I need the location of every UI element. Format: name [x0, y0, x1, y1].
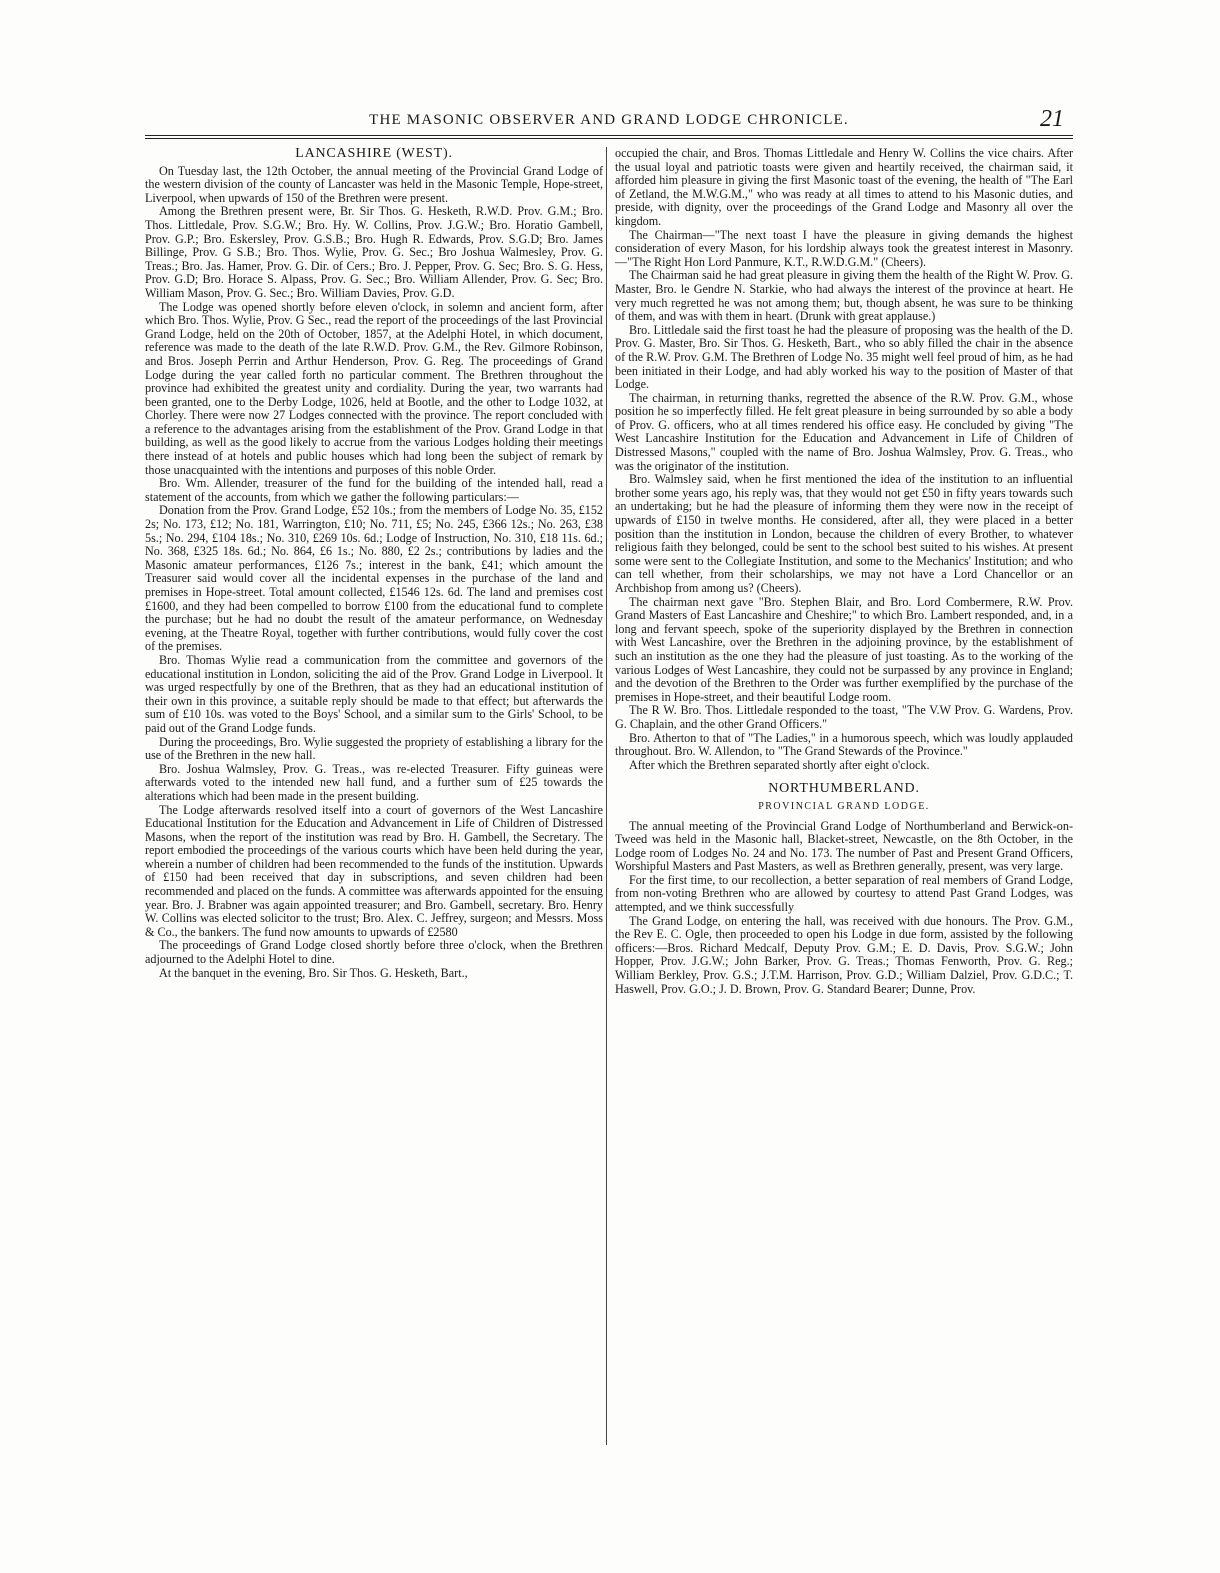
section-title-northumberland: NORTHUMBERLAND.: [768, 781, 920, 797]
article-paragraph: The R W. Bro. Thos. Littledale responded to the toast, "The V.W Prov. G. Wardens, Prov. G. Chaplain, and the other Grand Officers.": [615, 703, 1073, 731]
article-paragraph: The proceedings of Grand Lodge closed shortly before three o'clock, when the Brethren adjourned to the Adelphi Hotel to dine.: [145, 938, 603, 967]
article-paragraph: The chairman next gave "Bro. Stephen Blair, and Bro. Lord Combermere, R.W. Prov. Grand Masters of East Lancashire and Cheshire;" to which Bro. Lambert responded, and, in a long and fervant speech, spoke of the superiority displayed by the Brethren in connection with West Lancashire, over the Brethren in the adjoining province, by the establishment of such an institution as the one they had the pleasure of just toasting. As to the working of the various Lodges of West Lancashire, they could not be surpassed by any province in England; and the devotion of the Brethren to the Order was further exemplified by the purchase of the premises in Hope-street, and their beautiful Lodge room.: [615, 594, 1073, 704]
article-paragraph: Bro. Joshua Walmsley, Prov. G. Treas., was re-elected Treasurer. Fifty guineas were afterwards voted to the intended new hall fund, and a further sum of £25 towards the alterations which had been made in the present building.: [145, 761, 603, 803]
column-divider: [606, 147, 607, 1445]
page-number: 21: [1040, 106, 1064, 132]
right-column: [615, 147, 1073, 996]
article-paragraph: Bro. Wm. Allender, treasurer of the fund for the building of the intended hall, read a statement of the accounts, from which we gather the following particulars:—: [145, 476, 603, 504]
article-paragraph: The Chairman said he had great pleasure in giving them the health of the Right W. Prov. G. Master, Bro. le Gendre N. Starkie, who had always the interest of the province at heart. He very much regretted he was not among them; but, though absent, he was sure to be thinking of them, and was with them in heart. (Drunk with great applause.): [615, 268, 1073, 324]
article-paragraph: Bro. Atherton to that of "The Ladies," in a humorous speech, which was loudly applauded throughout. Bro. W. Allendon, to "The Grand Stewards of the Province.": [615, 730, 1073, 759]
running-head: THE MASONIC OBSERVER AND GRAND LODGE CHRONICLE.: [369, 112, 849, 128]
article-paragraph: The Lodge afterwards resolved itself into a court of governors of the West Lancashire Educational Institution for the Education and Advancement in Life of Children of Distressed Masons, when the report of the institution was read by Bro. H. Gambell, the Secretary. The report embodied the proceedings of the various courts which have been held during the year, wherein a number of children had been recommended to the funds of the institution. Upwards of £150 had been received that day in subscriptions, and seven children had been recommended and placed on the funds. A committee was afterwards appointed for the ensuing year. Bro. J. Brabner was again appointed treasurer; and Bro. Gambell, secretary. Bro. Henry W. Collins was elected solicitor to the trust; Bro. Alex. C. Jeffrey, surgeon; and Messrs. Moss & Co., the bankers. The fund now amounts to upwards of £2580: [145, 802, 603, 939]
article-paragraph: The Chairman—"The next toast I have the pleasure in giving demands the highest consideration of every Mason, for his lordship always took the greatest interest in Masonry.—"The Right Hon Lord Panmure, K.T., R.W.D.G.M." (Cheers).: [615, 227, 1073, 269]
article-paragraph: On Tuesday last, the 12th October, the annual meeting of the Provincial Grand Lodge of the western division of the county of Lancaster was held in the Masonic Temple, Hope-street, Liverpool, when upwards of 150 of the Brethren were present.: [145, 163, 603, 205]
article-paragraph: occupied the chair, and Bros. Thomas Littledale and Henry W. Collins the vice chairs. After the usual loyal and patriotic toasts were given and heartily received, the chairman said, it afforded him pleasure in giving the first Masonic toast of the evening, the health of "The Earl of Zetland, the M.W.G.M.," who was ready at all times to attend to his Masonic duties, and preside, with dignity, over the proceedings of the Grand Lodge and Masonry all over the kingdom.: [615, 146, 1073, 228]
section-subtitle: PROVINCIAL GRAND LODGE.: [758, 800, 930, 812]
header-rule-secondary: [145, 138, 1073, 139]
article-paragraph: The chairman, in returning thanks, regretted the absence of the R.W. Prov. G.M., whose position he so imperfectly filled. He felt great pleasure in being surrounded by so able a body of Prov. G. officers, who at all times rendered his office easy. He concluded by giving "The West Lancashire Institution for the Education and Advancement in Life of Children of Distressed Masons," coupled with the name of Bro. Joshua Walmsley, Prov. G. Treas., who was the originator of the institution.: [615, 390, 1073, 473]
article-paragraph: During the proceedings, Bro. Wylie suggested the propriety of establishing a library for the use of the Brethren in the new hall.: [145, 734, 603, 763]
left-column: [145, 147, 603, 980]
article-paragraph: Bro. Littledale said the first toast he had the pleasure of proposing was the health of the D. Prov. G. Master, Bro. Sir Thos. G. Hesketh, Bart., who so ably filled the chair in the absence of the R.W. Prov. G.M. The Brethren of Lodge No. 35 might well feel proud of him, as he had been initiated in their Lodge, and had ably worked his way to the position of Master of that Lodge.: [615, 322, 1073, 392]
article-paragraph: The Grand Lodge, on entering the hall, was received with due honours. The Prov. G.M., the Rev E. C. Ogle, then proceeded to open his Lodge in due form, assisted by the following officers:—Bros. Richard Medcalf, Deputy Prov. G.M.; E. D. Davis, Prov. S.G.W.; John Hopper, Prov. J.G.W.; John Barker, Prov. G. Treas.; Thomas Fenworth, Prov. G. Reg.; William Berkley, Prov. G.S.; J.T.M. Harrison, Prov. G.D.; William Dalziel, Prov. G.D.C.; T. Haswell, Prov. G.O.; J. D. Brown, Prov. G. Standard Bearer; Dunne, Prov.: [615, 913, 1073, 996]
article-paragraph: For the first time, to our recollection, a better separation of real members of Grand Lodge, from non-voting Brethren who are allowed by courtesy to attend Past Grand Lodges, was attempted, and we think successfully: [615, 872, 1073, 915]
article-paragraph: Donation from the Prov. Grand Lodge, £52 10s.; from the members of Lodge No. 35, £152 2s; No. 173, £12; No. 181, Warrington, £10; No. 711, £5; No. 245, £366 12s.; No. 263, £38 5s.; No. 294, £104 18s.; No. 310, £269 10s. 6d.; Lodge of Instruction, No. 310, £18 11s. 6d.; No. 368, £325 18s. 6d.; No. 864, £6 1s.; No. 880, £2 2s.; contributions by ladies and the Masonic amateur performances, £126 7s.; interest in the bank, £41; which amount the Treasurer said would cover all the incidental expenses in the purchase of the land and premises in Hope-street. Total amount collected, £1546 12s. 6d. The land and premises cost £1600, and they had been compelled to borrow £100 from the educational fund to complete the purchase; but he had no doubt the result of the amateur performance, on Wednesday evening, at the Theatre Royal, together with further contributions, would fully cover the cost of the premises.: [145, 503, 603, 654]
article-paragraph: After which the Brethren separated shortly after eight o'clock.: [629, 757, 930, 772]
article-paragraph: The annual meeting of the Provincial Grand Lodge of Northumberland and Berwick-on-Tweed was held in the Masonic hall, Blacket-street, Newcastle, on the 8th October, in the Lodge room of Lodges No. 24 and No. 173. The number of Past and Present Grand Officers, Worshipful Masters and Past Masters, as well as Brethren generally, present, was very large.: [615, 818, 1073, 874]
section-title-lancashire: LANCASHIRE (WEST).: [295, 146, 453, 161]
header-rule: [145, 135, 1073, 136]
article-paragraph: Among the Brethren present were, Br. Sir Thos. G. Hesketh, R.W.D. Prov. G.M.; Bro. Thos. Littledale, Prov. S.G.W.; Bro. Hy. W. Collins, Prov. J.G.W.; Bro. Horatio Gambell, Prov. G.P.; Bro. Eskersley, Prov. G.S.B.; Bro. Hugh R. Edwards, Prov. S.G.D; Bro. James Billinge, Prov. G S.B.; Bro. Thos. Wylie, Prov. G. Sec.; Bro Joshua Walmesley, Prov. G. Treas.; Bro. Jas. Hamer, Prov. G. Dir. of Cers.; Bro. J. Pepper, Prov. G. Sec; Bro. S. G. Hess, Prov. G.D; Bro. Horace S. Alpass, Prov. G. Sec.; Bro. William Allender, Prov. G. Sec; Bro. William Mason, Prov. G. Sec.; Bro. William Davies, Prov. G.D.: [145, 204, 603, 300]
article-paragraph: Bro. Walmsley said, when he first mentioned the idea of the institution to an influential brother some years ago, his reply was, that they would not get £50 in fifty years towards such an undertaking; but he had the pleasure of informing them they were now in the receipt of upwards of £150 in twelve months. He considered, after all, they were placed in a better position than the institution in London, because the children of every Brother, to whatever religious faith they belonged, could be sent to the school best suited to his wishes. At present some were sent to the Collegiate Institution, and some to the Mechanics' Institution; and who can tell whether, from their scholarships, we may not have a Lord Chancellor or an Archbishop from among us? (Cheers).: [615, 472, 1073, 595]
article-paragraph: Bro. Thomas Wylie read a communication from the committee and governors of the educational institution in London, soliciting the aid of the Prov. Grand Lodge in Liverpool. It was urged respectfully by one of the Brethren, that as they had an educational institution of their own in this province, a suitable reply should be made to that effect; but afterwards the sum of £10 10s. was voted to the Boys' School, and a similar sum to the Girls' School, to be paid out of the Grand Lodge funds.: [145, 652, 603, 735]
article-paragraph: The Lodge was opened shortly before eleven o'clock, in solemn and ancient form, after which Bro. Thos. Wylie, Prov. G Sec., read the report of the proceedings of the last Provincial Grand Lodge, held on the 20th of October, 1857, at the Adelphi Hotel, in which document, reference was made to the death of the late R.W.D. Prov. G.M., the Rev. Gilmore Robinson, and Bros. Joseph Perrin and Arthur Henderson, Prov. G. Reg. The proceedings of Grand Lodge during the year called forth no particular comment. The Brethren throughout the province had exhibited the greatest unity and cordiality. During the year, two warrants had been granted, one to the Derby Lodge, 1026, held at Bootle, and the other to Lodge 1032, at Chorley. There were now 27 Lodges connected with the province. The report concluded with a reference to the advantages arising from the establishment of the Prov. Grand Lodge in that building, as well as the good likely to accrue from the various Lodges holding their meetings there instead of at hotels and public houses which had long been the subject of remark by those unacquainted with the intentions and purposes of this noble Order.: [145, 299, 603, 477]
article-paragraph: At the banquet in the evening, Bro. Sir Thos. G. Hesketh, Bart.,: [159, 965, 468, 980]
